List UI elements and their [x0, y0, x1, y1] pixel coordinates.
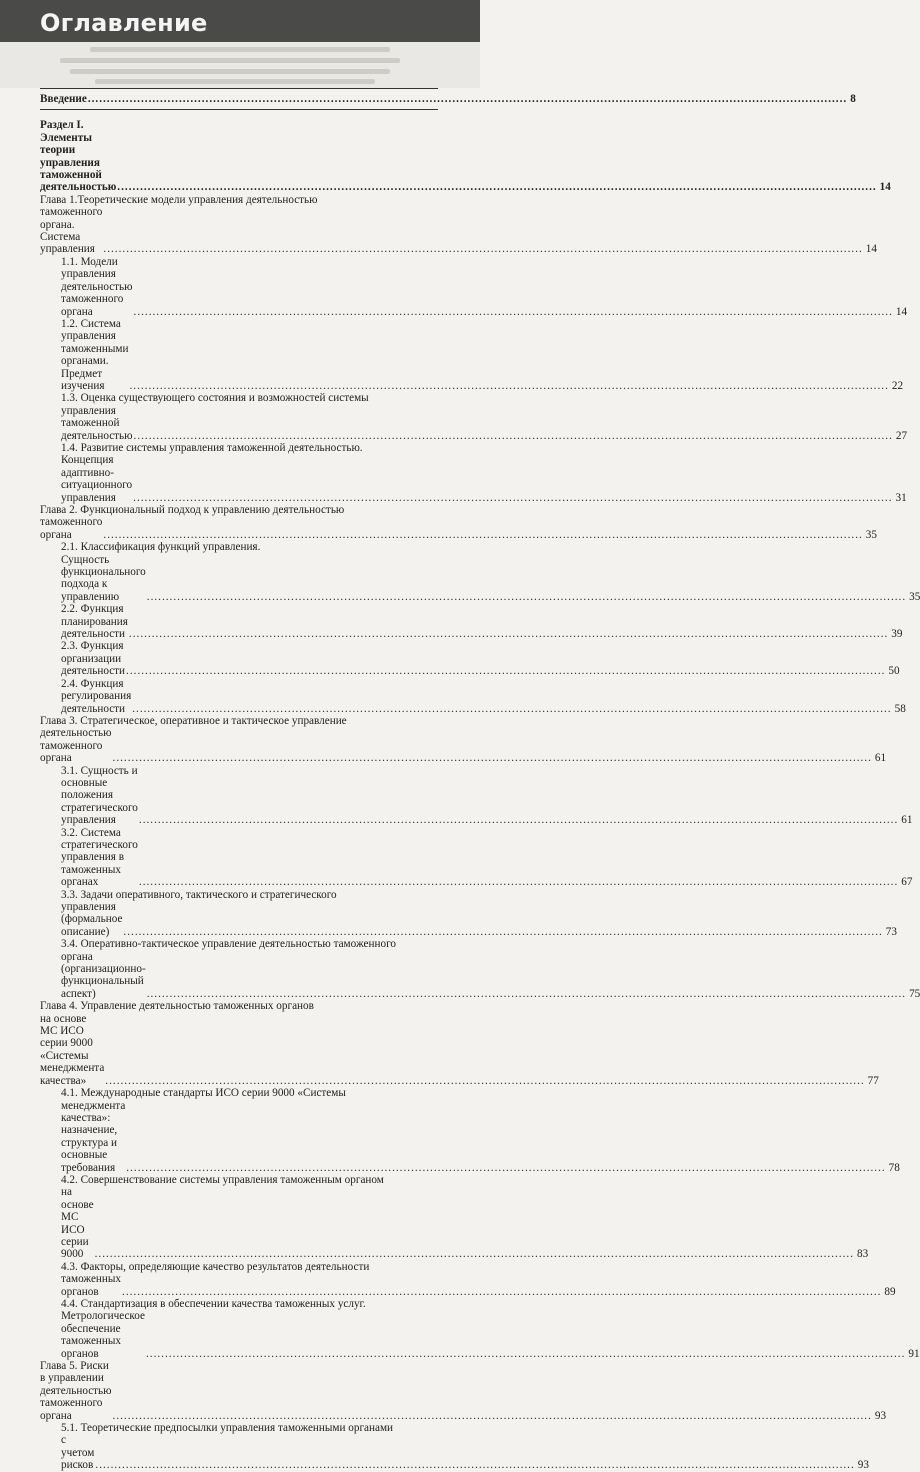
page-number: 27 [895, 429, 908, 442]
toc-entry-section [40, 603, 903, 641]
toc-entry-title-line: 3.4. Оперативно-тактическое управление деятельностью таможенного [61, 938, 396, 951]
toc-entry-title-line: Метрологическое обеспечение таможенных органов [61, 1310, 145, 1360]
toc-entry-section [40, 826, 913, 889]
section-rule [40, 109, 438, 110]
dot-leader: ........................................................................................................................................................................................................ [126, 665, 886, 678]
page-number: 67 [901, 876, 913, 889]
toc-entry-section [40, 938, 920, 1000]
dot-leader: ........................................................................................................................................................................................................ [112, 752, 872, 765]
dot-leader: ........................................................................................................................................................................................................ [112, 1409, 872, 1422]
toc-entry-title-line: таможенных органов [61, 1273, 122, 1298]
page-number: 75 [909, 987, 920, 1000]
dot-leader: ........................................................................................................................................................................................................ [126, 1161, 886, 1174]
toc-entry-title-line: 4.3. Факторы, определяющие качество результатов деятельности [61, 1260, 370, 1273]
toc-entry-title-line: 2.4. Функция регулирования деятельности [61, 677, 132, 715]
dot-leader: ........................................................................................................................................................................................................ [133, 429, 893, 442]
toc-entry-title-line: Глава 1.Теоретические модели управления деятельностью [40, 193, 318, 206]
toc-entry-section [40, 640, 900, 678]
page-number: 8 [850, 93, 856, 105]
page-number: 31 [895, 491, 907, 504]
toc-entry-title-line: 3.3. Задачи оперативного, тактического и стратегического [61, 888, 337, 901]
page-number: 35 [865, 528, 877, 541]
toc-entry-section [40, 677, 906, 715]
toc-entry-title-line: Введение [40, 93, 87, 105]
toc-entry-chapter [40, 193, 877, 256]
toc-entry-chapter [40, 1000, 879, 1087]
dot-leader: ........................................................................................................................................................................................................ [103, 528, 863, 541]
dot-leader: ........................................................................................................................................................................................................ [145, 1347, 906, 1360]
toc-entry-section [40, 317, 904, 392]
page-number: 58 [894, 702, 906, 715]
toc-entry-title-line: 4.2. Совершенствование системы управления таможенным органом [61, 1173, 384, 1186]
toc-entry-title-line: менеджмента качества»: назначение, структура и основные требования [61, 1099, 126, 1174]
toc-entry-title-line: управления таможенной деятельностью [61, 404, 133, 442]
dot-leader: ........................................................................................................................................................................................................ [103, 243, 863, 256]
dot-leader: ........................................................................................................................................................................................................ [87, 93, 848, 105]
toc-entry-section [40, 1422, 869, 1472]
toc-entry-section [40, 888, 897, 939]
page-number: 35 [909, 590, 920, 603]
toc-entry-section [40, 441, 907, 504]
dot-leader: ........................................................................................................................................................................................................ [138, 814, 899, 827]
toc-entry-title-line: 4.4. Стандартизация в обеспечении качества таможенных услуг. [61, 1298, 366, 1310]
toc-entry-title-line: 4.1. Международные стандарты ИСО серии 9000 «Системы [61, 1087, 346, 1100]
toc-entry-title-line: 5.1. Теоретические предпосылки управления таможенными органами [61, 1422, 394, 1435]
page-number: 14 [865, 243, 877, 256]
dot-leader: ........................................................................................................................................................................................................ [146, 590, 907, 603]
toc-entry-title-line: органа (организационно-функциональный аспект) [61, 950, 146, 1000]
dot-leader: ........................................................................................................................................................................................................ [123, 925, 883, 938]
toc-entry-title-line: Раздел I. Элементы теории управления таможенной деятельностью [40, 119, 117, 194]
toc-entry-title-line: Глава 2. Функциональный подход к управлению деятельностью [40, 504, 345, 516]
dot-leader: ........................................................................................................................................................................................................ [122, 1285, 882, 1298]
toc-entry-title-line: Сущность функционального подхода к управлению [61, 553, 146, 603]
toc-entry-section [40, 764, 913, 827]
dot-leader: ........................................................................................................................................................................................................ [105, 1074, 865, 1087]
toc-entry-section [40, 1087, 900, 1174]
dot-leader: ........................................................................................................................................................................................................ [146, 987, 907, 1000]
page-number: 93 [874, 1409, 887, 1422]
toc-entry-title-line: Глава 5. Риски в управлении деятельностью таможенного органа [40, 1360, 112, 1422]
toc-entry-chapter [40, 714, 887, 765]
page-number: 39 [891, 628, 903, 641]
toc-entry-section [40, 1260, 896, 1298]
page-title: Оглавление [40, 9, 208, 37]
toc-entry-title-line: 1.4. Развитие системы управления таможенной деятельностью. [61, 441, 363, 454]
toc-entry-title-line: управления (формальное описание) [61, 901, 123, 938]
page-number: 77 [867, 1074, 879, 1087]
dot-leader: ........................................................................................................................................................................................................ [133, 491, 893, 504]
page-number: 93 [857, 1459, 869, 1472]
toc-entry-title-line: таможенного органа. Система управления [40, 206, 103, 256]
page-number: 91 [908, 1347, 920, 1360]
toc-entry-title-line: Глава 4. Управление деятельностью таможенных органов [40, 1000, 314, 1013]
toc-entry-chapter [40, 504, 877, 541]
toc-entry-section [40, 255, 908, 318]
page-number: 50 [888, 665, 900, 678]
page-number: 61 [901, 814, 913, 827]
dot-leader: ........................................................................................................................................................................................................ [95, 1459, 855, 1472]
toc-entry-title-line: 1.3. Оценка существующего состояния и возможностей системы [61, 392, 369, 405]
toc-entry-title-line: 3.1. Сущность и основные положения стратегического управления [61, 764, 138, 827]
dot-leader: ........................................................................................................................................................................................................ [133, 305, 893, 318]
dot-leader: ........................................................................................................................................................................................................ [94, 1248, 854, 1261]
toc-entry-part [40, 119, 891, 194]
header-band [0, 0, 480, 42]
toc-entry-title-line: 2.3. Функция организации деятельности [61, 640, 126, 678]
dot-leader: ........................................................................................................................................................................................................ [128, 628, 889, 641]
toc-entry-intro [40, 93, 856, 105]
page-number: 89 [884, 1285, 896, 1298]
dot-leader: ........................................................................................................................................................................................................ [132, 702, 892, 715]
toc-entry-title-line: 1.1. Модели управления деятельностью таможенного органа [61, 255, 133, 318]
page-number: 73 [885, 925, 897, 938]
toc-entry-title-line: 2.2. Функция планирования деятельности [61, 603, 128, 641]
toc-entry-title-line: Глава 3. Стратегическое, оперативное и тактическое управление [40, 714, 347, 727]
table-of-contents [40, 89, 920, 1472]
page-number: 22 [891, 379, 904, 392]
toc-entry-title-line: таможенного органа [40, 516, 103, 541]
toc-entry-title-line: 3.2. Система стратегического управления в таможенных органах [61, 826, 138, 889]
page-number: 14 [879, 181, 891, 194]
toc-entry-title-line: 1.2. Система управления таможенными органами. Предмет изучения [61, 317, 129, 392]
toc-entry-section [40, 1298, 920, 1360]
dot-leader: ........................................................................................................................................................................................................ [138, 876, 899, 889]
toc-entry-title-line: Концепция адаптивно-ситуационного управления [61, 454, 133, 504]
toc-entry-chapter [40, 1360, 887, 1422]
page-number: 83 [856, 1248, 869, 1261]
page-number: 78 [888, 1161, 900, 1174]
toc-entry-section [40, 392, 908, 442]
page-number: 14 [895, 305, 908, 318]
toc-entry-title-line: с учетом рисков [61, 1434, 95, 1472]
toc-entry-title-line: на основе МС ИСО серии 9000 «Системы менеджмента качества» [40, 1012, 105, 1087]
toc-entry-section [40, 541, 920, 603]
toc-entry-title-line: деятельностью таможенного органа [40, 727, 112, 765]
toc-entry-section [40, 1173, 869, 1261]
toc-entry-title-line: 2.1. Классификация функций управления. [61, 541, 261, 554]
page-number: 61 [874, 752, 887, 765]
bleed-through-text [0, 42, 480, 88]
dot-leader: ........................................................................................................................................................................................................ [117, 181, 877, 194]
toc-entry-title-line: на основе МС ИСО серии 9000 [61, 1186, 94, 1261]
dot-leader: ........................................................................................................................................................................................................ [129, 379, 889, 392]
